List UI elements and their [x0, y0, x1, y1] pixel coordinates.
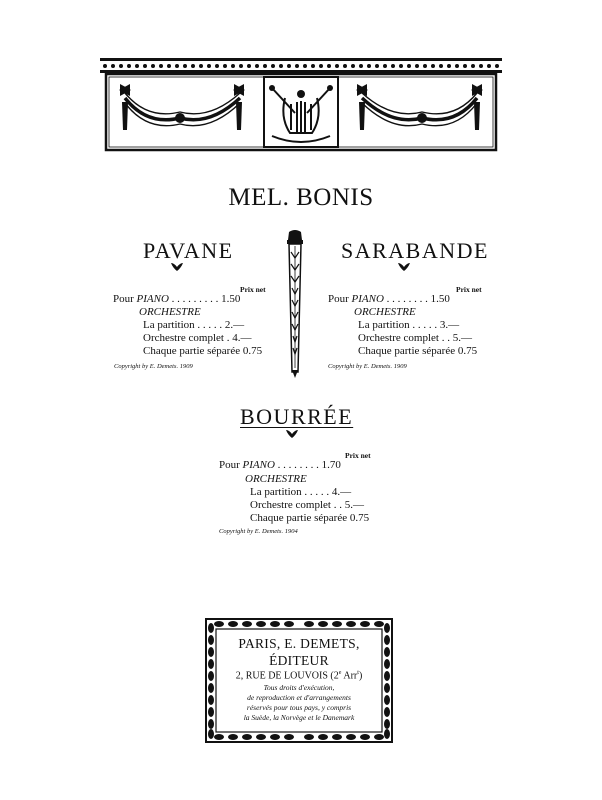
heart-ornament-icon: [286, 430, 298, 438]
piece-title-pavane: PAVANE: [143, 238, 234, 263]
prix-net-label: Prix net: [345, 451, 371, 460]
piece-title-bourree: BOURRÉE: [240, 404, 354, 429]
price-line-partition: La partition . . . . . 2.—: [143, 319, 245, 331]
price-line-piano: Pour PIANO . . . . . . . . . 1.50: [113, 293, 241, 305]
prix-net-label: Prix net: [240, 285, 266, 294]
copyright-note: Copyright by E. Demets. 1904: [219, 528, 298, 535]
rights-line-2: de reproduction et d'arrangements: [247, 693, 351, 702]
price-line-piano: Pour PIANO . . . . . . . . 1.70: [219, 459, 341, 471]
copyright-note: Copyright by E. Demets. 1909: [328, 363, 407, 370]
publisher-name: PARIS, E. DEMETS,: [238, 636, 360, 651]
rights-line-1: Tous droits d'exécution,: [263, 683, 335, 692]
price-line-orchestre-complet: Orchestre complet . . 5.—: [250, 499, 364, 511]
publisher-role: ÉDITEUR: [269, 653, 329, 668]
copyright-note: Copyright by E. Demets. 1909: [114, 363, 193, 370]
heart-ornament-icon: [171, 263, 183, 271]
publisher-address: 2, RUE DE LOUVOIS (2e Arr$^t$): [235, 670, 363, 682]
price-line-partie-separee: Chaque partie séparée 0.75: [143, 345, 263, 357]
rights-line-3: réservés pour tous pays, y compris: [246, 703, 352, 712]
price-line-partie-separee: Chaque partie séparée 0.75: [250, 512, 370, 524]
price-line-partition: La partition . . . . . 3.—: [358, 319, 460, 331]
heart-ornament-icon: [398, 263, 410, 271]
piece-title-sarabande: SARABANDE: [341, 238, 489, 263]
price-line-orchestre-complet: Orchestre complet . 4.—: [143, 332, 252, 344]
price-line-partition: La partition . . . . . 4.—: [250, 486, 352, 498]
orchestre-heading: ORCHESTRE: [245, 473, 307, 485]
prix-net-label: Prix net: [456, 285, 482, 294]
price-line-partie-separee: Chaque partie séparée 0.75: [358, 345, 478, 357]
rights-line-4: la Suède, la Norvège et le Danemark: [243, 713, 355, 722]
composer-name: MEL. BONIS: [228, 184, 374, 211]
price-line-orchestre-complet: Orchestre complet . . 5.—: [358, 332, 472, 344]
ornamental-column-icon: [284, 230, 306, 378]
orchestre-heading: ORCHESTRE: [354, 306, 416, 318]
price-line-piano: Pour PIANO . . . . . . . . 1.50: [328, 293, 450, 305]
orchestre-heading: ORCHESTRE: [139, 306, 201, 318]
garland-frieze-icon: [100, 58, 502, 154]
